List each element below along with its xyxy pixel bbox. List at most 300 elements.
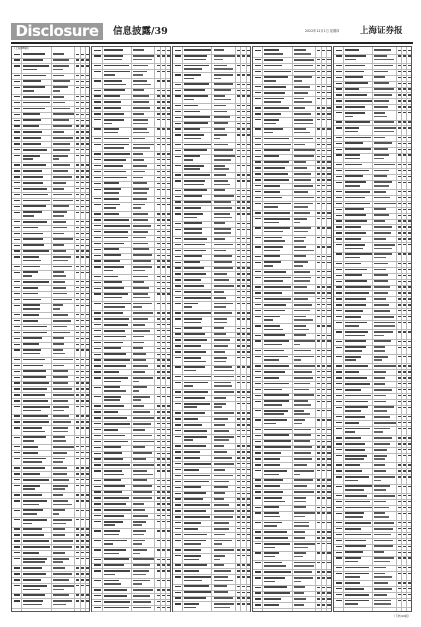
- table-cell-text: [264, 80, 275, 82]
- table-cell-text: [345, 410, 362, 412]
- table-cell-text: [157, 515, 160, 516]
- table-cell-text: [167, 159, 170, 160]
- table-cell-text: [247, 55, 250, 56]
- table-cell-text: [398, 238, 401, 239]
- table-cell-text: [53, 182, 66, 184]
- table-row: [12, 508, 89, 517]
- table-cell-text: [175, 463, 181, 464]
- table-cell-text: [374, 512, 385, 514]
- table-cell-text: [294, 434, 312, 436]
- table-cell-text: [76, 200, 79, 201]
- table-cell-text: [398, 582, 401, 583]
- table-row: [92, 54, 169, 63]
- table-cell-text: [157, 303, 160, 304]
- table-cell-text: [255, 50, 261, 51]
- table-cell-text: [317, 286, 320, 287]
- table-cell-text: [398, 316, 401, 317]
- table-cell-text: [237, 412, 240, 413]
- table-cell-text: [408, 112, 411, 113]
- table-cell-text: [14, 458, 20, 459]
- table-cell-text: [94, 435, 100, 436]
- table-cell-text: [317, 185, 320, 186]
- table-cell-text: [237, 229, 240, 230]
- table-cell-text: [133, 171, 145, 173]
- table-cell-text: [398, 455, 401, 456]
- table-cell-text: [76, 143, 79, 144]
- table-cell-text: [264, 458, 280, 460]
- table-cell-text: [184, 430, 207, 432]
- table-cell-text: [53, 585, 74, 587]
- table-cell-text: [214, 159, 232, 161]
- table-cell-text: [398, 170, 401, 171]
- table-cell-text: [214, 111, 228, 113]
- table-row: [173, 538, 250, 547]
- table-cell-text: [398, 164, 401, 165]
- table-cell-text: [247, 190, 250, 191]
- table-cell-text: [264, 452, 281, 454]
- table-cell-text: [294, 531, 305, 533]
- table-cell-text: [214, 510, 235, 512]
- table-cell-text: [374, 383, 385, 385]
- table-cell-text: [104, 607, 130, 609]
- table-cell-text: [133, 225, 151, 227]
- table-cell-text: [237, 117, 240, 118]
- table-cell-text: [264, 59, 283, 61]
- table-cell-text: [162, 348, 165, 349]
- table-cell-text: [167, 237, 170, 238]
- table-cell-text: [242, 273, 245, 274]
- table-cell-text: [264, 138, 289, 140]
- table-cell-text: [184, 217, 197, 219]
- table-cell-text: [327, 365, 330, 366]
- table-cell-text: [247, 357, 250, 358]
- table-cell-text: [345, 331, 368, 333]
- table-cell-text: [336, 215, 342, 216]
- table-cell-text: [175, 397, 181, 398]
- table-cell-text: [336, 203, 342, 204]
- table-cell-text: [104, 497, 129, 499]
- table-cell-text: [133, 188, 149, 190]
- table-cell-text: [317, 237, 320, 238]
- table-cell-text: [327, 410, 330, 411]
- table-cell-text: [167, 559, 170, 560]
- table-cell-text: [167, 107, 170, 108]
- table-cell-text: [237, 603, 240, 604]
- table-cell-text: [336, 137, 342, 138]
- table-cell-text: [94, 276, 100, 277]
- table-cell-text: [345, 528, 361, 530]
- table-cell-text: [23, 65, 49, 67]
- table-cell-text: [322, 256, 325, 257]
- table-row: [92, 202, 169, 211]
- table-cell-text: [133, 144, 154, 146]
- table-cell-text: [336, 470, 342, 471]
- table-cell-text: [294, 132, 310, 134]
- table-cell-text: [14, 108, 20, 109]
- table-cell-text: [374, 76, 385, 78]
- table-cell-text: [133, 509, 144, 511]
- table-cell-text: [247, 165, 250, 166]
- table-cell-text: [162, 559, 165, 560]
- table-cell-text: [294, 377, 313, 379]
- table-cell-text: [237, 244, 240, 245]
- table-cell-text: [255, 197, 261, 198]
- table-cell-text: [317, 227, 320, 228]
- table-cell-text: [157, 255, 160, 256]
- table-cell-text: [408, 528, 411, 529]
- table-cell-text: [86, 388, 89, 389]
- table-cell-text: [242, 328, 245, 329]
- table-cell-text: [104, 270, 113, 272]
- table-cell-text: [94, 225, 100, 226]
- table-cell-text: [81, 320, 84, 321]
- table-cell-text: [327, 65, 330, 66]
- table-cell-text: [53, 326, 67, 328]
- table-cell-text: [81, 371, 84, 372]
- table-cell-text: [53, 461, 63, 463]
- table-cell-text: [94, 549, 100, 550]
- table-cell-text: [374, 476, 395, 478]
- table-cell-text: [94, 153, 100, 154]
- table-cell-text: [345, 49, 359, 51]
- table-row: [334, 243, 411, 252]
- table-cell-text: [76, 108, 79, 109]
- table-cell-text: [86, 239, 89, 240]
- table-cell-text: [294, 203, 313, 205]
- table-cell-text: [345, 181, 366, 183]
- table-cell-text: [403, 269, 406, 270]
- table-cell-text: [247, 391, 250, 392]
- table-cell-text: [247, 522, 250, 523]
- table-cell-text: [327, 531, 330, 532]
- table-cell-text: [157, 153, 160, 154]
- table-cell-text: [327, 485, 330, 486]
- table-cell-text: [398, 220, 401, 221]
- table-cell-text: [327, 429, 330, 430]
- table-cell-text: [23, 406, 50, 408]
- table-cell-text: [322, 277, 325, 278]
- table-cell-text: [403, 341, 406, 342]
- table-cell-text: [167, 387, 170, 388]
- table-cell-text: [322, 429, 325, 430]
- table-cell-text: [167, 266, 170, 267]
- table-cell-text: [327, 256, 330, 257]
- table-cell-text: [255, 173, 261, 174]
- table-column: [11, 46, 90, 612]
- table-cell-text: [255, 191, 261, 192]
- table-cell-text: [14, 227, 20, 228]
- table-cell-text: [408, 600, 411, 601]
- table-cell-text: [408, 594, 411, 595]
- table-cell-text: [247, 564, 250, 565]
- table-cell-text: [214, 597, 234, 599]
- table-cell-text: [14, 446, 20, 447]
- table-cell-text: [167, 365, 170, 366]
- table-cell-text: [175, 229, 181, 230]
- table-cell-text: [294, 261, 308, 263]
- table-cell-text: [317, 435, 320, 436]
- table-cell-text: [214, 180, 229, 182]
- table-cell-text: [237, 382, 240, 383]
- table-cell-text: [86, 552, 89, 553]
- table-cell-text: [237, 190, 240, 191]
- table-cell-text: [247, 156, 250, 157]
- table-cell-text: [294, 479, 313, 481]
- table-row: [253, 245, 330, 254]
- table-cell-text: [237, 592, 240, 593]
- table-cell-text: [214, 469, 225, 471]
- table-cell-text: [104, 182, 120, 184]
- table-cell-text: [23, 365, 43, 367]
- table-cell-text: [104, 574, 116, 576]
- table-cell-text: [336, 449, 342, 450]
- table-cell-text: [345, 377, 367, 379]
- table-cell-text: [294, 497, 306, 499]
- table-column: [172, 46, 251, 612]
- table-cell-text: [317, 179, 320, 180]
- table-cell-text: [157, 119, 160, 120]
- table-row: [12, 499, 89, 508]
- table-cell-text: [336, 263, 342, 264]
- table-cell-text: [184, 543, 201, 545]
- table-cell-text: [345, 220, 367, 222]
- table-cell-text: [255, 491, 261, 492]
- table-row: [253, 48, 330, 57]
- table-cell-text: [294, 173, 311, 175]
- table-cell-text: [317, 325, 320, 326]
- newspaper-name: 上海证券报: [360, 26, 403, 36]
- table-cell-text: [14, 485, 20, 486]
- table-cell-text: [294, 389, 309, 391]
- table-cell-text: [157, 336, 160, 337]
- table-cell-text: [408, 365, 411, 366]
- table-cell-text: [345, 121, 371, 123]
- table-cell-text: [157, 318, 160, 319]
- table-cell-text: [104, 65, 130, 67]
- table-cell-text: [175, 156, 181, 157]
- table-cell-text: [167, 55, 170, 56]
- table-cell-text: [322, 203, 325, 204]
- table-cell-text: [184, 279, 201, 281]
- table-cell-text: [317, 371, 320, 372]
- table-cell-text: [317, 203, 320, 204]
- table-cell-text: [345, 185, 360, 187]
- table-cell-text: [336, 582, 342, 583]
- table-cell-text: [167, 231, 170, 232]
- table-cell-text: [53, 488, 65, 490]
- table-cell-text: [345, 164, 363, 166]
- table-cell-text: [345, 286, 372, 288]
- table-cell-text: [14, 281, 20, 282]
- table-cell-text: [23, 158, 32, 160]
- table-cell-text: [408, 428, 411, 429]
- table-cell-text: [247, 196, 250, 197]
- table-cell-text: [81, 65, 84, 66]
- table-cell-text: [81, 293, 84, 294]
- table-cell-text: [398, 331, 401, 332]
- table-cell-text: [94, 101, 100, 102]
- table-cell-text: [242, 196, 245, 197]
- table-cell-text: [157, 101, 160, 102]
- table-cell-text: [345, 154, 360, 156]
- table-cell-text: [175, 549, 181, 550]
- table-cell-text: [167, 260, 170, 261]
- table-cell-text: [81, 594, 84, 595]
- table-cell-text: [81, 305, 84, 306]
- table-cell-text: [214, 189, 225, 191]
- table-row: [253, 314, 330, 323]
- table-cell-text: [408, 383, 411, 384]
- table-cell-text: [157, 564, 160, 565]
- table-cell-text: [403, 143, 406, 144]
- table-cell-text: [294, 138, 313, 140]
- table-cell-text: [247, 256, 250, 257]
- table-cell-text: [345, 603, 358, 605]
- table-cell-text: [398, 540, 401, 541]
- table-cell-text: [214, 195, 235, 197]
- table-cell-text: [175, 285, 181, 286]
- table-cell-text: [408, 154, 411, 155]
- table-cell-text: [374, 244, 394, 246]
- table-cell-text: [53, 473, 67, 475]
- table-cell-text: [94, 521, 100, 522]
- table-cell-text: [86, 500, 89, 501]
- table-cell-text: [294, 167, 307, 169]
- table-cell-text: [403, 377, 406, 378]
- table-cell-text: [86, 446, 89, 447]
- table-cell-text: [94, 288, 100, 289]
- table-cell-text: [403, 501, 406, 502]
- table-row: [12, 405, 89, 414]
- table-cell-text: [336, 476, 342, 477]
- table-cell-text: [23, 299, 41, 301]
- table-cell-text: [23, 567, 41, 569]
- table-cell-text: [374, 65, 392, 67]
- table-cell-text: [408, 389, 411, 390]
- table-cell-text: [264, 280, 283, 282]
- table-cell-text: [247, 267, 250, 268]
- table-cell-text: [81, 266, 84, 267]
- table-cell-text: [94, 336, 100, 337]
- table-cell-text: [81, 96, 84, 97]
- table-cell-text: [175, 207, 181, 208]
- table-cell-text: [255, 119, 261, 120]
- table-cell-text: [294, 222, 300, 224]
- table-cell-text: [242, 297, 245, 298]
- table-cell-text: [403, 215, 406, 216]
- table-cell-text: [374, 528, 392, 530]
- table-cell-text: [374, 406, 394, 408]
- table-cell-text: [237, 549, 240, 550]
- table-cell-text: [94, 303, 100, 304]
- table-cell-text: [23, 75, 46, 77]
- table-cell-text: [294, 423, 302, 425]
- table-cell-text: [53, 188, 65, 190]
- table-cell-text: [184, 370, 196, 372]
- table-cell-text: [133, 417, 154, 419]
- table-cell-text: [408, 238, 411, 239]
- table-cell-text: [322, 167, 325, 168]
- table-row: [12, 64, 89, 73]
- table-cell-text: [336, 507, 342, 508]
- table-cell-text: [294, 452, 311, 454]
- table-cell-text: [242, 134, 245, 135]
- table-cell-text: [23, 579, 41, 581]
- table-cell-text: [133, 84, 151, 86]
- table-cell-text: [264, 547, 274, 549]
- table-cell-text: [264, 161, 288, 163]
- table-cell-text: [408, 470, 411, 471]
- table-cell-text: [374, 274, 388, 276]
- table-cell-text: [242, 445, 245, 446]
- table-cell-text: [104, 59, 123, 61]
- table-cell-text: [327, 138, 330, 139]
- table-cell-text: [374, 365, 395, 367]
- table-cell-text: [408, 316, 411, 317]
- table-cell-text: [255, 161, 261, 162]
- table-cell-text: [322, 262, 325, 263]
- table-cell-text: [398, 594, 401, 595]
- table-cell-text: [86, 600, 89, 601]
- table-cell-text: [403, 600, 406, 601]
- table-cell-text: [374, 232, 390, 234]
- table-cell-text: [162, 396, 165, 397]
- table-cell-text: [53, 415, 69, 417]
- table-cell-text: [94, 417, 100, 418]
- table-cell-text: [345, 422, 360, 424]
- table-cell-text: [264, 389, 282, 391]
- table-cell-text: [86, 519, 89, 520]
- table-cell-text: [242, 84, 245, 85]
- table-cell-text: [374, 191, 386, 193]
- table-cell-text: [255, 464, 261, 465]
- table-cell-text: [81, 75, 84, 76]
- table-cell-text: [247, 576, 250, 577]
- table-cell-text: [294, 265, 303, 267]
- table-cell-text: [157, 282, 160, 283]
- table-cell-text: [336, 407, 342, 408]
- table-cell-text: [398, 94, 401, 95]
- table-cell-text: [184, 534, 207, 536]
- table-cell-text: [162, 458, 165, 459]
- table-cell-text: [76, 170, 79, 171]
- table-cell-text: [23, 90, 34, 92]
- table-cell-text: [247, 493, 250, 494]
- table-cell-text: [255, 128, 261, 129]
- table-cell-text: [23, 500, 47, 502]
- table-cell-text: [94, 396, 100, 397]
- table-cell-text: [214, 576, 228, 578]
- table-cell-text: [255, 587, 261, 588]
- table-cell-text: [374, 322, 395, 324]
- table-cell-text: [167, 503, 170, 504]
- table-cell-text: [374, 449, 387, 451]
- table-cell-text: [336, 316, 342, 317]
- table-cell-text: [345, 175, 364, 177]
- table-cell-text: [162, 359, 165, 360]
- table-cell-text: [408, 77, 411, 78]
- table-cell-text: [294, 383, 310, 385]
- table-cell-text: [175, 345, 181, 346]
- table-cell-text: [157, 503, 160, 504]
- table-cell-text: [23, 238, 43, 240]
- table-cell-text: [94, 71, 100, 72]
- table-cell-text: [133, 248, 149, 250]
- table-cell-text: [408, 281, 411, 282]
- table-cell-text: [104, 207, 117, 209]
- table-cell-text: [255, 604, 261, 605]
- table-cell-text: [133, 128, 147, 130]
